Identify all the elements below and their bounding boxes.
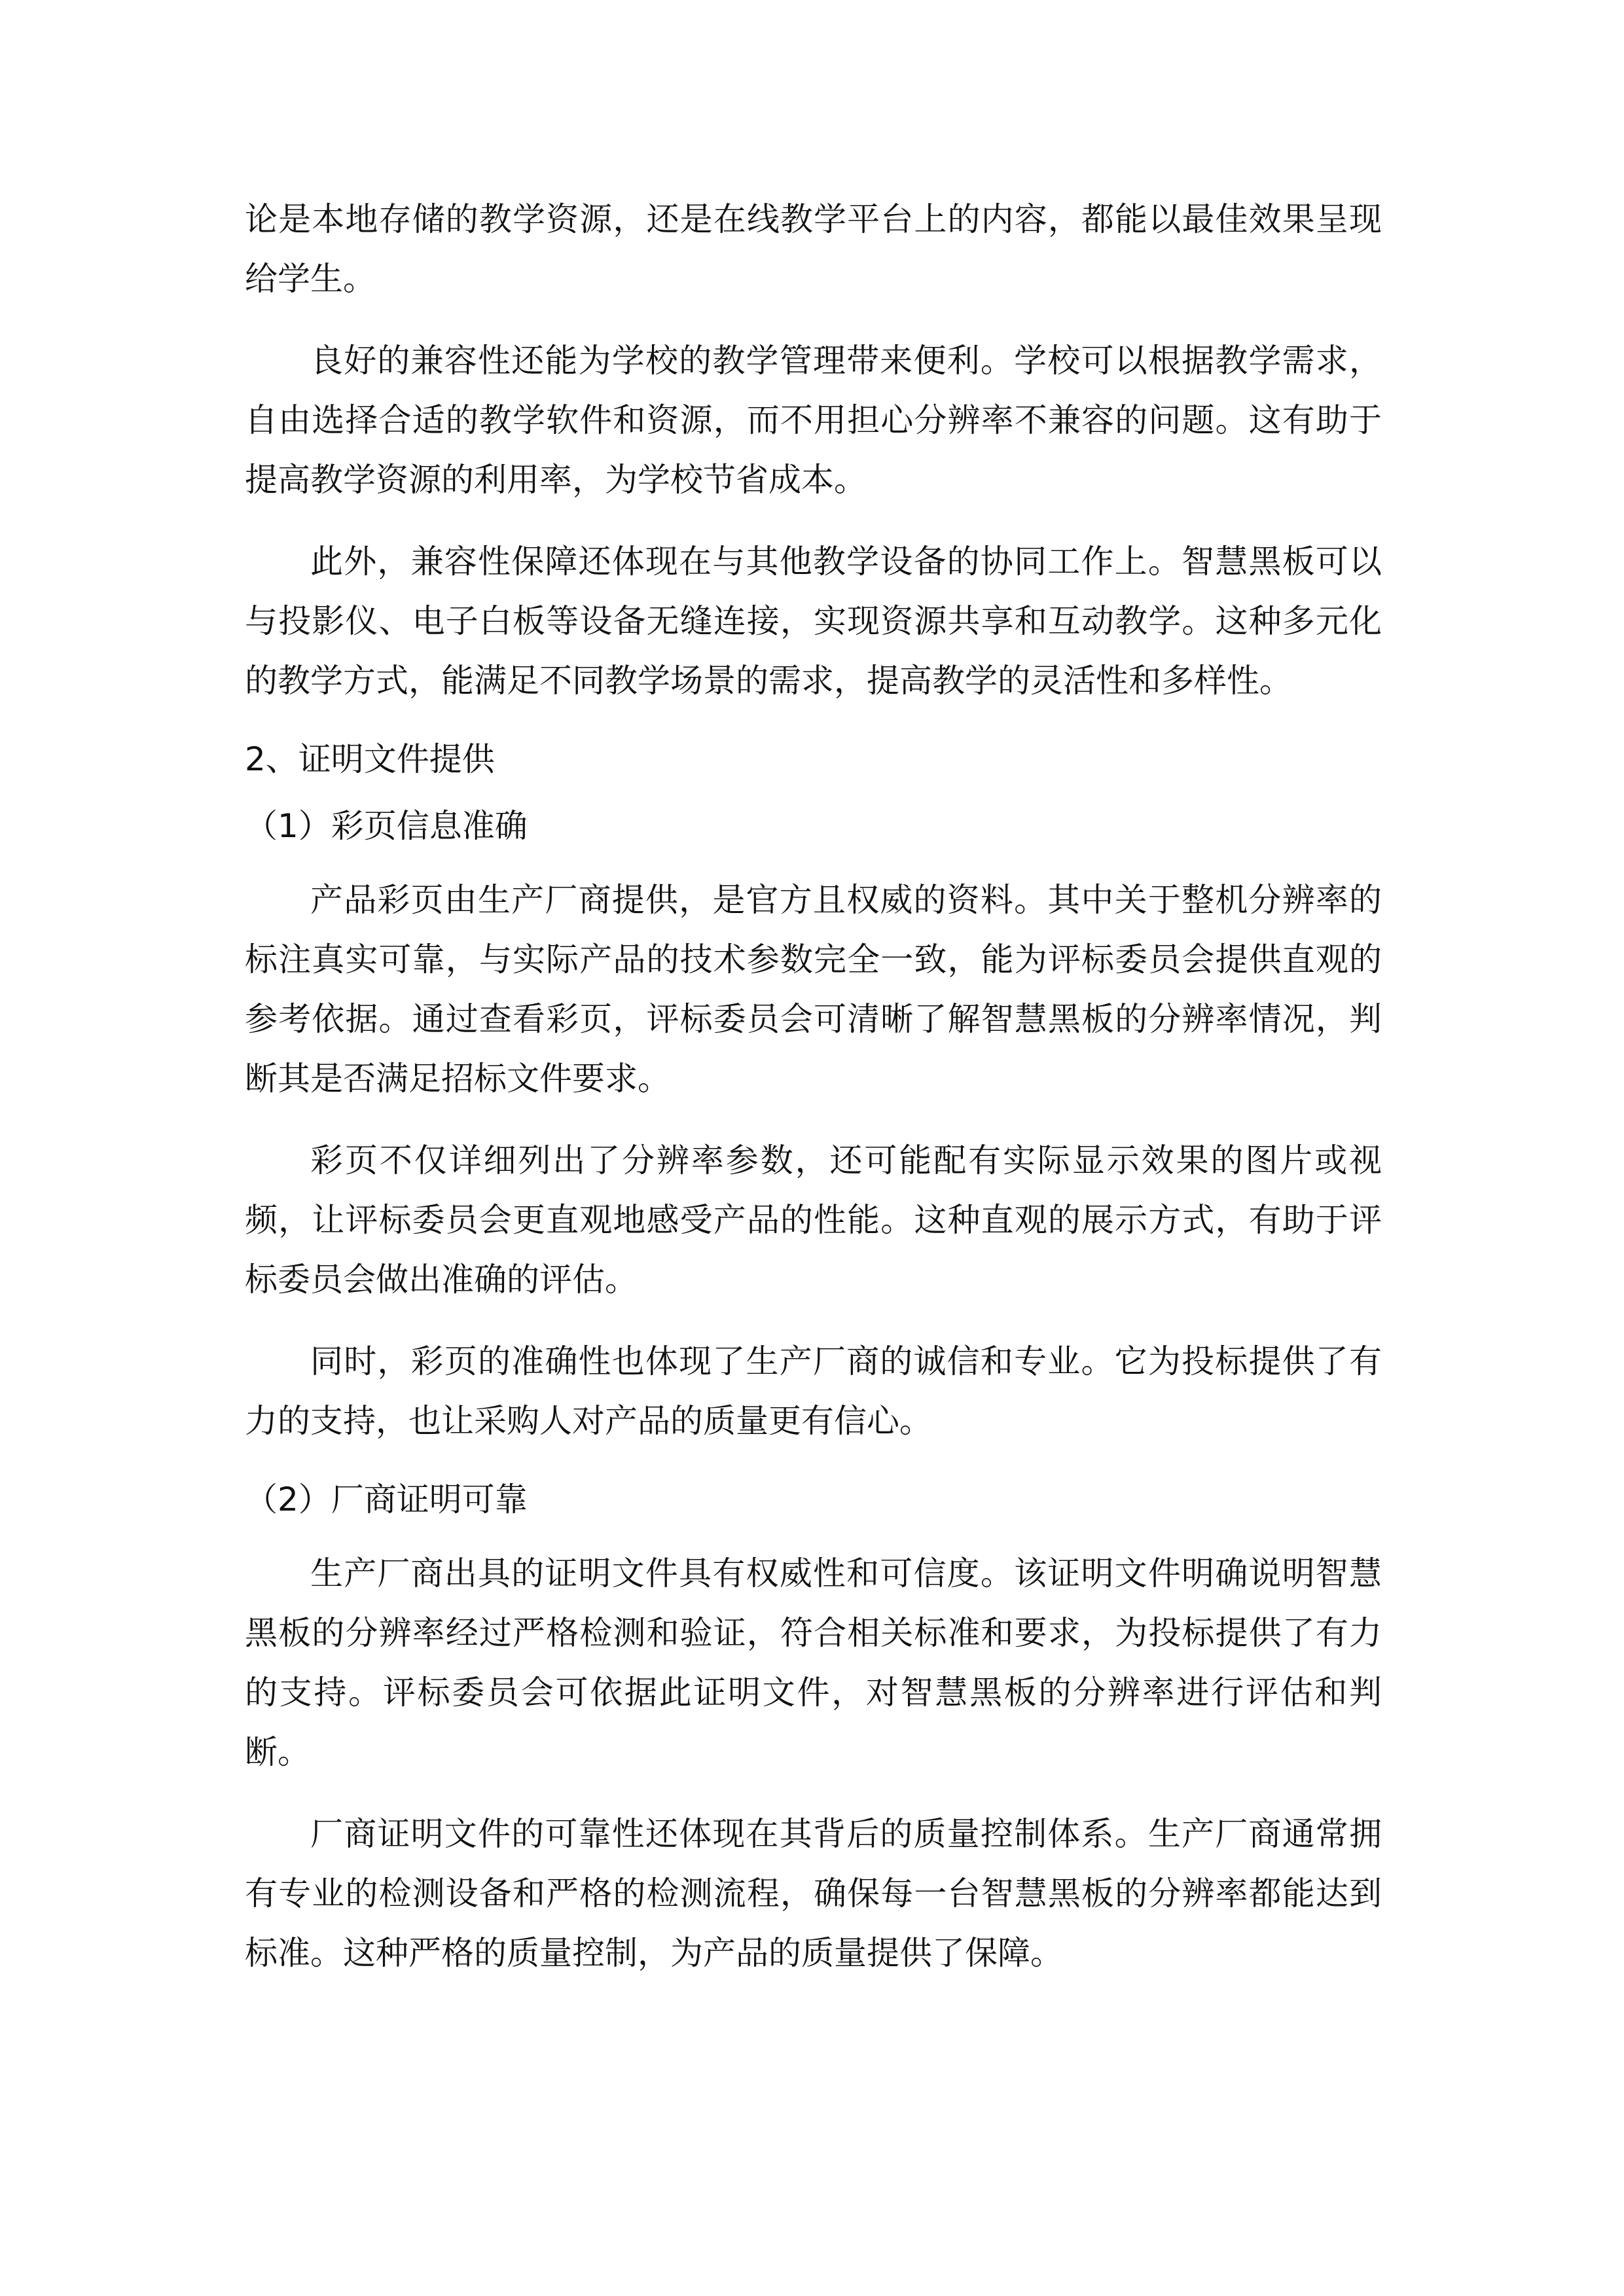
section-heading-proof-documents: 2、证明文件提供	[245, 740, 495, 778]
document-body	[245, 190, 1382, 2005]
paragraph-continued: 论是本地存储的教学资源，还是在线教学平台上的内容，都能以最佳效果呈现给学生。	[245, 200, 1382, 298]
paragraph-quality-control: 厂商证明文件的可靠性还体现在其背后的质量控制体系。生产厂商通常拥有专业的检测设备和严格的检测流程，确保每一台智慧黑板的分辨率都能达到标准。这种严格的质量控制，为产品的质量提供了保障。	[245, 1815, 1382, 1972]
paragraph-brochure-integrity: 同时，彩页的准确性也体现了生产厂商的诚信和专业。它为投标提供了有力的支持，也让采购人对产品的质量更有信心。	[245, 1342, 1382, 1440]
paragraph-brochure-authority: 产品彩页由生产厂商提供，是官方且权威的资料。其中关于整机分辨率的标注真实可靠，与实际产品的技术参数完全一致，能为评标委员会提供直观的参考依据。通过查看彩页，评标委员会可清晰了解智慧黑板的分辨率情况，判断其是否满足招标文件要求。	[245, 881, 1382, 1098]
subheading-brochure-accuracy: （1）彩页信息准确	[245, 807, 528, 845]
paragraph-compatibility-management: 良好的兼容性还能为学校的教学管理带来便利。学校可以根据教学需求，自由选择合适的教学软件和资源，而不用担心分辨率不兼容的问题。这有助于提高教学资源的利用率，为学校节省成本。	[245, 342, 1382, 499]
paragraph-manufacturer-authority: 生产厂商出具的证明文件具有权威性和可信度。该证明文件明确说明智慧黑板的分辨率经过严格检测和验证，符合相关标准和要求，为投标提供了有力的支持。评标委员会可依据此证明文件，对智慧黑板的分辨率进行评估和判断。	[245, 1554, 1382, 1771]
paragraph-brochure-visuals: 彩页不仅详细列出了分辨率参数，还可能配有实际显示效果的图片或视频，让评标委员会更直观地感受产品的性能。这种直观的展示方式，有助于评标委员会做出准确的评估。	[245, 1141, 1382, 1299]
paragraph-device-collaboration: 此外，兼容性保障还体现在与其他教学设备的协同工作上。智慧黑板可以与投影仪、电子白板等设备无缝连接，实现资源共享和互动教学。这种多元化的教学方式，能满足不同教学场景的需求，提高教学的灵活性和多样性。	[245, 543, 1382, 700]
subheading-manufacturer-proof: （2）厂商证明可靠	[245, 1480, 528, 1518]
